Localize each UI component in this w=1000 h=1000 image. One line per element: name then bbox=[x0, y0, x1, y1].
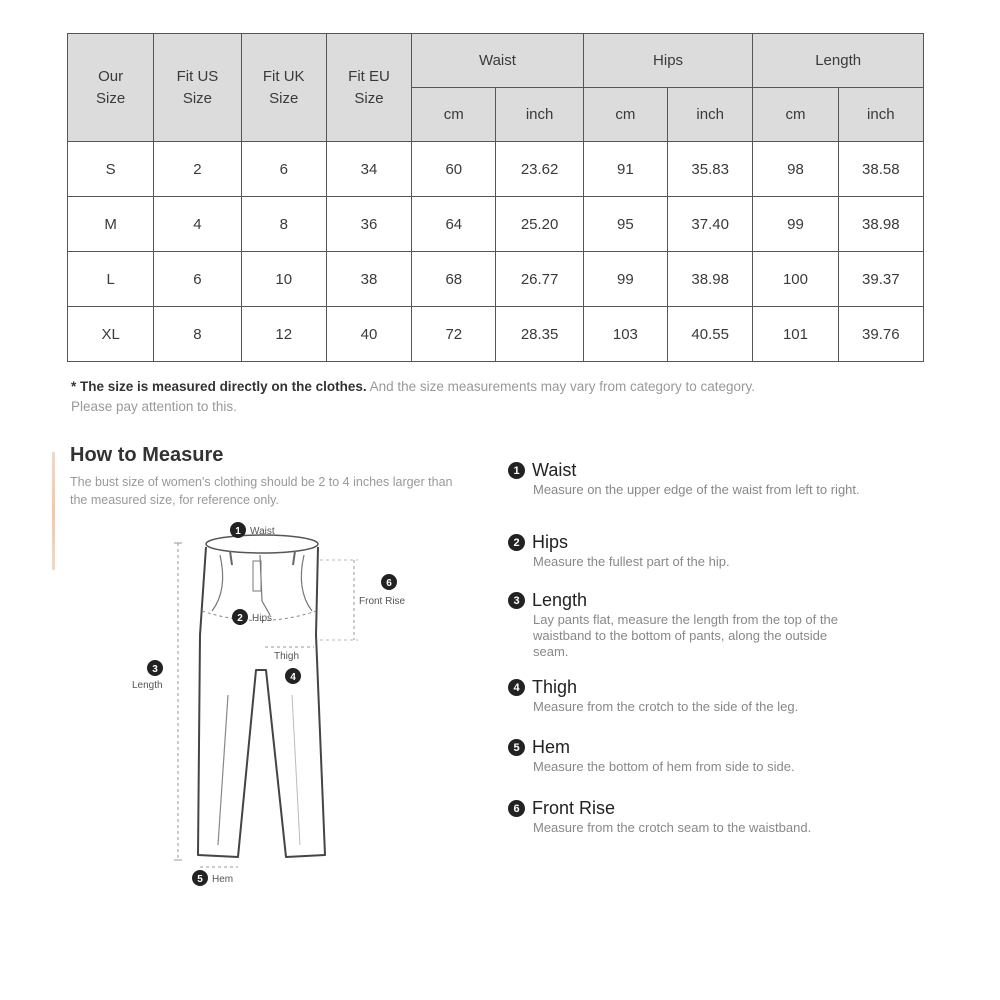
size-note bbox=[71, 377, 771, 417]
callout-length-number: 3 bbox=[152, 664, 158, 675]
how-to-measure-subtitle: The bust size of women's clothing should be 2 to 4 inches larger than the measured size, for reference only. bbox=[70, 475, 453, 507]
step-description: Measure from the crotch seam to the waistband. bbox=[533, 820, 812, 835]
step-number: 2 bbox=[508, 534, 525, 551]
callout-hips bbox=[232, 609, 272, 625]
header-length: Length bbox=[753, 34, 924, 88]
cell-uk: 10 bbox=[241, 252, 326, 307]
cell-length-inch: 38.98 bbox=[838, 197, 923, 252]
step-description: Lay pants flat, measure the length from the top of the waistband to the bottom of pants, along the outside seam. bbox=[533, 612, 838, 659]
size-chart-table bbox=[67, 33, 924, 362]
step-hem bbox=[508, 737, 908, 775]
callout-hem-label: Hem bbox=[212, 874, 234, 885]
step-thigh bbox=[508, 677, 908, 715]
cell-length-cm: 98 bbox=[753, 142, 838, 197]
step-hips bbox=[508, 532, 908, 570]
cell-hips-inch: 38.98 bbox=[668, 252, 753, 307]
step-length bbox=[508, 590, 908, 660]
step-waist bbox=[508, 460, 908, 498]
cell-eu: 36 bbox=[326, 197, 411, 252]
callout-length-label: Length bbox=[132, 680, 163, 691]
step-description: Measure from the crotch to the side of the leg. bbox=[533, 699, 799, 714]
step-title: Hips bbox=[532, 532, 569, 552]
callout-hips-label: Hips bbox=[252, 613, 273, 624]
header-hips-cm: cm bbox=[583, 88, 667, 142]
cell-us: 4 bbox=[154, 197, 241, 252]
cell-size: XL bbox=[68, 307, 154, 362]
cell-length-inch: 38.58 bbox=[838, 142, 923, 197]
step-title: Length bbox=[532, 590, 588, 610]
accent-bar bbox=[52, 452, 55, 570]
header-waist-inch: inch bbox=[496, 88, 583, 142]
cell-length-cm: 101 bbox=[753, 307, 838, 362]
table-row bbox=[68, 142, 924, 197]
how-to-measure-title: How to Measure bbox=[70, 444, 224, 466]
cell-hips-inch: 37.40 bbox=[668, 197, 753, 252]
header-fit-uk: Fit UK Size bbox=[241, 34, 326, 142]
callout-hem-number: 5 bbox=[197, 874, 203, 885]
callout-hem bbox=[192, 870, 233, 886]
cell-eu: 40 bbox=[326, 307, 411, 362]
step-title: Front Rise bbox=[532, 798, 616, 818]
step-description: Measure the bottom of hem from side to side. bbox=[533, 759, 795, 774]
header-length-inch: inch bbox=[838, 88, 923, 142]
callout-front-rise-label: Front Rise bbox=[359, 596, 406, 607]
cell-uk: 6 bbox=[241, 142, 326, 197]
header-hips: Hips bbox=[583, 34, 753, 88]
callout-thigh-label: Thigh bbox=[274, 651, 300, 662]
step-number: 6 bbox=[508, 800, 525, 817]
step-description: Measure the fullest part of the hip. bbox=[533, 554, 730, 569]
cell-uk: 8 bbox=[241, 197, 326, 252]
cell-us: 8 bbox=[154, 307, 241, 362]
callout-waist bbox=[230, 522, 275, 538]
step-title: Thigh bbox=[532, 677, 578, 697]
cell-hips-cm: 99 bbox=[583, 252, 667, 307]
callout-length bbox=[132, 660, 163, 691]
callout-thigh-number: 4 bbox=[290, 672, 296, 683]
cell-hips-cm: 103 bbox=[583, 307, 667, 362]
step-number: 4 bbox=[508, 679, 525, 696]
cell-waist-cm: 64 bbox=[412, 197, 496, 252]
cell-length-cm: 100 bbox=[753, 252, 838, 307]
cell-hips-cm: 91 bbox=[583, 142, 667, 197]
cell-waist-inch: 25.20 bbox=[496, 197, 583, 252]
cell-length-cm: 99 bbox=[753, 197, 838, 252]
cell-waist-inch: 23.62 bbox=[496, 142, 583, 197]
cell-us: 2 bbox=[154, 142, 241, 197]
cell-eu: 34 bbox=[326, 142, 411, 197]
callout-thigh bbox=[274, 651, 301, 684]
header-waist-cm: cm bbox=[412, 88, 496, 142]
callout-front-rise bbox=[359, 574, 406, 607]
cell-hips-cm: 95 bbox=[583, 197, 667, 252]
pants-diagram bbox=[120, 515, 450, 895]
header-our-size: Our Size bbox=[68, 34, 154, 142]
waistband-shape bbox=[206, 535, 318, 553]
cell-waist-inch: 26.77 bbox=[496, 252, 583, 307]
cell-waist-cm: 68 bbox=[412, 252, 496, 307]
cell-eu: 38 bbox=[326, 252, 411, 307]
size-note-bold: * The size is measured directly on the clothes. bbox=[71, 379, 367, 394]
table-row bbox=[68, 307, 924, 362]
header-fit-eu: Fit EU Size bbox=[326, 34, 411, 142]
cell-length-inch: 39.37 bbox=[838, 252, 923, 307]
table-row bbox=[68, 252, 924, 307]
cell-length-inch: 39.76 bbox=[838, 307, 923, 362]
header-waist: Waist bbox=[412, 34, 584, 88]
step-title: Hem bbox=[532, 737, 571, 757]
header-fit-us: Fit US Size bbox=[154, 34, 241, 142]
cell-size: L bbox=[68, 252, 154, 307]
step-title: Waist bbox=[532, 460, 577, 480]
size-note-rest: And the size measurements may vary from category to category. Please pay attention to this. bbox=[71, 379, 756, 414]
cell-uk: 12 bbox=[241, 307, 326, 362]
header-length-cm: cm bbox=[753, 88, 838, 142]
cell-hips-inch: 35.83 bbox=[668, 142, 753, 197]
cell-waist-cm: 72 bbox=[412, 307, 496, 362]
cell-hips-inch: 40.55 bbox=[668, 307, 753, 362]
callout-waist-label: Waist bbox=[250, 526, 275, 537]
step-number: 1 bbox=[508, 462, 525, 479]
cell-size: M bbox=[68, 197, 154, 252]
step-number: 5 bbox=[508, 739, 525, 756]
table-row bbox=[68, 197, 924, 252]
callout-hips-number: 2 bbox=[237, 613, 243, 624]
callout-front-rise-number: 6 bbox=[386, 578, 392, 589]
header-hips-inch: inch bbox=[668, 88, 753, 142]
step-number: 3 bbox=[508, 592, 525, 609]
cell-size: S bbox=[68, 142, 154, 197]
cell-waist-inch: 28.35 bbox=[496, 307, 583, 362]
step-front-rise bbox=[508, 798, 908, 836]
step-description: Measure on the upper edge of the waist from left to right. bbox=[533, 482, 860, 497]
callout-waist-number: 1 bbox=[235, 526, 241, 537]
cell-waist-cm: 60 bbox=[412, 142, 496, 197]
cell-us: 6 bbox=[154, 252, 241, 307]
